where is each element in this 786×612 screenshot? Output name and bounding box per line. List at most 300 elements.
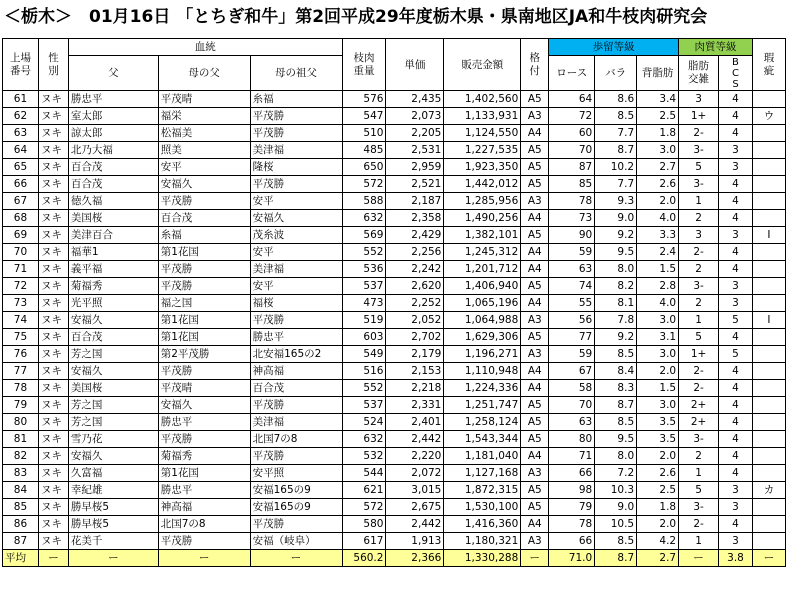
table-cell: 糸福 xyxy=(158,227,250,244)
table-cell: 安福（岐阜） xyxy=(250,533,342,550)
table-cell: 5 xyxy=(679,159,719,176)
table-cell: 65 xyxy=(3,159,39,176)
table-cell: 2+ xyxy=(679,397,719,414)
table-cell: 79 xyxy=(3,397,39,414)
table-cell: 572 xyxy=(342,499,386,516)
table-cell xyxy=(752,363,785,380)
table-cell: 7.2 xyxy=(595,465,637,482)
table-cell: 10.5 xyxy=(595,516,637,533)
table-cell: 安平 xyxy=(250,193,342,210)
table-cell: 73 xyxy=(3,295,39,312)
header-sex: 性 別 xyxy=(38,39,68,91)
table-cell: 平茂勝 xyxy=(158,533,250,550)
table-cell: 百合茂 xyxy=(68,159,158,176)
table-cell: 第1花国 xyxy=(158,312,250,329)
table-cell: 4 xyxy=(719,414,753,431)
table-cell: 552 xyxy=(342,380,386,397)
table-cell: 98 xyxy=(549,482,595,499)
table-cell: 1,110,948 xyxy=(444,363,521,380)
table-cell: 85 xyxy=(3,499,39,516)
table-cell: 4 xyxy=(719,448,753,465)
table-cell: 2,401 xyxy=(386,414,444,431)
table-cell: 平茂勝 xyxy=(158,363,250,380)
table-cell: 84 xyxy=(3,482,39,499)
table-cell: 3.5 xyxy=(637,431,679,448)
table-cell: 3- xyxy=(679,278,719,295)
table-cell: 580 xyxy=(342,516,386,533)
table-cell: A5 xyxy=(521,397,549,414)
table-cell: 徳久福 xyxy=(68,193,158,210)
table-cell: 8.5 xyxy=(595,108,637,125)
table-cell: 2,521 xyxy=(386,176,444,193)
average-cell: ー xyxy=(250,550,342,567)
table-cell: 百合茂 xyxy=(68,176,158,193)
table-cell: 4 xyxy=(719,125,753,142)
table-cell: 78 xyxy=(3,380,39,397)
table-cell: 1,180,321 xyxy=(444,533,521,550)
table-cell: 勝早桜5 xyxy=(68,516,158,533)
table-cell: 64 xyxy=(549,91,595,108)
average-cell: ー xyxy=(679,550,719,567)
average-cell: 2.7 xyxy=(637,550,679,567)
table-cell: ヌキ xyxy=(38,346,68,363)
table-cell: 2 xyxy=(679,210,719,227)
table-cell: 8.0 xyxy=(595,448,637,465)
average-cell: 8.7 xyxy=(595,550,637,567)
table-cell: 473 xyxy=(342,295,386,312)
table-cell: 照美 xyxy=(158,142,250,159)
table-cell: 71 xyxy=(549,448,595,465)
table-cell xyxy=(752,414,785,431)
table-row xyxy=(3,312,786,329)
table-cell: 576 xyxy=(342,91,386,108)
average-row xyxy=(3,550,786,567)
table-cell: 3- xyxy=(679,499,719,516)
table-cell: 73 xyxy=(549,210,595,227)
table-cell: 66 xyxy=(549,533,595,550)
table-cell: 1,258,124 xyxy=(444,414,521,431)
table-cell: 90 xyxy=(549,227,595,244)
table-cell: 1,543,344 xyxy=(444,431,521,448)
table-cell: 安福久 xyxy=(68,312,158,329)
table-cell: 4 xyxy=(719,397,753,414)
table-cell: 3 xyxy=(719,533,753,550)
table-cell: 3 xyxy=(679,227,719,244)
table-cell: 632 xyxy=(342,210,386,227)
average-cell: ー xyxy=(521,550,549,567)
table-cell: 9.5 xyxy=(595,431,637,448)
table-cell: 義平福 xyxy=(68,261,158,278)
table-cell: 4 xyxy=(719,465,753,482)
table-cell xyxy=(752,397,785,414)
table-row xyxy=(3,295,786,312)
table-cell: 588 xyxy=(342,193,386,210)
header-maternal-grandfather: 母の父 xyxy=(158,56,250,91)
table-cell: A5 xyxy=(521,499,549,516)
table-cell: 安平 xyxy=(158,159,250,176)
table-cell: 4.2 xyxy=(637,533,679,550)
table-cell: 1.5 xyxy=(637,261,679,278)
table-cell: A3 xyxy=(521,533,549,550)
average-cell: 2,366 xyxy=(386,550,444,567)
table-cell: 4 xyxy=(719,176,753,193)
table-cell: 勝忠平 xyxy=(158,482,250,499)
table-cell: 1,196,271 xyxy=(444,346,521,363)
table-cell: 平茂晴 xyxy=(158,380,250,397)
table-cell: 平茂勝 xyxy=(158,193,250,210)
average-cell: ー xyxy=(38,550,68,567)
table-cell: 1 xyxy=(679,465,719,482)
table-cell: 4 xyxy=(719,516,753,533)
table-cell: 8.7 xyxy=(595,397,637,414)
table-row xyxy=(3,516,786,533)
table-cell: 2,620 xyxy=(386,278,444,295)
table-cell: 4 xyxy=(719,193,753,210)
table-cell: 美国桜 xyxy=(68,380,158,397)
table-cell: 3- xyxy=(679,431,719,448)
table-cell: 百合茂 xyxy=(158,210,250,227)
table-cell: ヌキ xyxy=(38,533,68,550)
table-cell: 3 xyxy=(719,499,753,516)
table-cell: ヌキ xyxy=(38,159,68,176)
table-cell: 3.1 xyxy=(637,329,679,346)
table-cell: 2,072 xyxy=(386,465,444,482)
table-cell: 光平照 xyxy=(68,295,158,312)
table-cell xyxy=(752,329,785,346)
table-cell: 8.5 xyxy=(595,533,637,550)
table-cell: 2,052 xyxy=(386,312,444,329)
table-cell: 4 xyxy=(719,431,753,448)
table-cell: 1,530,100 xyxy=(444,499,521,516)
table-cell: 百合茂 xyxy=(250,380,342,397)
table-cell: 74 xyxy=(3,312,39,329)
table-cell: 安福165の9 xyxy=(250,482,342,499)
table-cell: 82 xyxy=(3,448,39,465)
table-cell: 59 xyxy=(549,346,595,363)
table-cell: 菊福秀 xyxy=(68,278,158,295)
table-cell: 平茂勝 xyxy=(158,261,250,278)
table-row xyxy=(3,261,786,278)
table-cell: ヌキ xyxy=(38,108,68,125)
table-cell: 70 xyxy=(3,244,39,261)
table-cell: 58 xyxy=(549,380,595,397)
table-cell: 5 xyxy=(719,312,753,329)
header-lineage: 血統 xyxy=(68,39,342,56)
table-cell: A5 xyxy=(521,431,549,448)
table-cell: ヌキ xyxy=(38,448,68,465)
table-cell: 第1花国 xyxy=(158,329,250,346)
table-cell: A5 xyxy=(521,91,549,108)
table-cell: 3- xyxy=(679,176,719,193)
table-cell: 2,429 xyxy=(386,227,444,244)
table-cell: 平茂勝 xyxy=(250,176,342,193)
header-no: 上場 番号 xyxy=(3,39,39,91)
table-cell: 安福165の9 xyxy=(250,499,342,516)
table-cell: 4 xyxy=(719,261,753,278)
table-cell: ヌキ xyxy=(38,91,68,108)
table-cell: 2,187 xyxy=(386,193,444,210)
table-cell: 美津福 xyxy=(250,261,342,278)
table-cell: 8.0 xyxy=(595,261,637,278)
table-cell: 2- xyxy=(679,516,719,533)
table-cell: ヌキ xyxy=(38,414,68,431)
table-cell: ヌキ xyxy=(38,363,68,380)
table-row xyxy=(3,414,786,431)
table-cell xyxy=(752,125,785,142)
table-cell: 3 xyxy=(719,159,753,176)
table-cell: A4 xyxy=(521,516,549,533)
table-cell: 1 xyxy=(679,533,719,550)
table-cell: 1,127,168 xyxy=(444,465,521,482)
table-cell: 安平照 xyxy=(250,465,342,482)
table-cell: 77 xyxy=(3,363,39,380)
table-cell: A4 xyxy=(521,244,549,261)
table-cell: A3 xyxy=(521,312,549,329)
table-cell: A3 xyxy=(521,465,549,482)
table-cell: 74 xyxy=(549,278,595,295)
table-cell: 1,406,940 xyxy=(444,278,521,295)
carcass-results-table xyxy=(2,38,786,567)
table-cell: 平茂勝 xyxy=(158,278,250,295)
table-cell: 80 xyxy=(3,414,39,431)
table-cell: 1 xyxy=(679,312,719,329)
table-cell: 2,331 xyxy=(386,397,444,414)
table-cell: 1,133,931 xyxy=(444,108,521,125)
table-cell: ヌキ xyxy=(38,312,68,329)
table-cell: ヌキ xyxy=(38,193,68,210)
table-cell: 1,490,256 xyxy=(444,210,521,227)
table-cell: 536 xyxy=(342,261,386,278)
table-cell: 3 xyxy=(719,142,753,159)
table-cell: 安福久 xyxy=(158,176,250,193)
table-cell xyxy=(752,210,785,227)
average-cell: ー xyxy=(158,550,250,567)
table-cell: 糸福 xyxy=(250,91,342,108)
table-cell: 2,256 xyxy=(386,244,444,261)
header-marbling: 脂肪 交雑 xyxy=(679,56,719,91)
table-cell: 勝忠平 xyxy=(250,329,342,346)
table-cell: 7.7 xyxy=(595,125,637,142)
table-cell: 2- xyxy=(679,380,719,397)
table-row xyxy=(3,176,786,193)
table-cell: ヌキ xyxy=(38,176,68,193)
table-cell: 2,435 xyxy=(386,91,444,108)
table-cell: 3 xyxy=(719,278,753,295)
table-cell: 544 xyxy=(342,465,386,482)
header-unit-price: 単価 xyxy=(386,39,444,91)
table-cell: A3 xyxy=(521,346,549,363)
table-cell: 9.5 xyxy=(595,244,637,261)
table-cell: 2.5 xyxy=(637,108,679,125)
table-row xyxy=(3,465,786,482)
table-cell: A5 xyxy=(521,329,549,346)
table-cell: ヌキ xyxy=(38,516,68,533)
table-cell: 北乃大福 xyxy=(68,142,158,159)
table-cell: 81 xyxy=(3,431,39,448)
average-cell: 71.0 xyxy=(549,550,595,567)
table-cell: 3.5 xyxy=(637,414,679,431)
table-cell: ヌキ xyxy=(38,125,68,142)
table-cell: 8.2 xyxy=(595,278,637,295)
table-cell: 1,913 xyxy=(386,533,444,550)
table-cell: 485 xyxy=(342,142,386,159)
table-row xyxy=(3,380,786,397)
table-cell: 北国7の8 xyxy=(250,431,342,448)
table-cell: A5 xyxy=(521,142,549,159)
table-cell: 平茂勝 xyxy=(250,108,342,125)
table-cell: 516 xyxy=(342,363,386,380)
table-cell: 北国7の8 xyxy=(158,516,250,533)
table-cell: 1,442,012 xyxy=(444,176,521,193)
header-grade: 格 付 xyxy=(521,39,549,91)
table-cell: 1.5 xyxy=(637,380,679,397)
table-cell: 3,015 xyxy=(386,482,444,499)
table-cell: A5 xyxy=(521,482,549,499)
table-cell: ヌキ xyxy=(38,465,68,482)
table-row xyxy=(3,482,786,499)
table-cell: A5 xyxy=(521,159,549,176)
table-cell: 2- xyxy=(679,125,719,142)
table-cell: 510 xyxy=(342,125,386,142)
table-cell: 10.3 xyxy=(595,482,637,499)
table-row xyxy=(3,159,786,176)
table-cell: 花美千 xyxy=(68,533,158,550)
table-cell: 1,285,956 xyxy=(444,193,521,210)
table-cell: 61 xyxy=(3,91,39,108)
table-cell: 勝忠平 xyxy=(68,91,158,108)
header-defect: 瑕 疵 xyxy=(752,39,785,91)
table-cell: 美国桜 xyxy=(68,210,158,227)
table-cell: 1,124,550 xyxy=(444,125,521,142)
table-cell: ヌキ xyxy=(38,295,68,312)
table-cell: 2.4 xyxy=(637,244,679,261)
table-cell: 69 xyxy=(3,227,39,244)
table-cell: 1.8 xyxy=(637,125,679,142)
table-cell: 9.3 xyxy=(595,193,637,210)
table-cell: 2,218 xyxy=(386,380,444,397)
table-cell: 8.6 xyxy=(595,91,637,108)
table-cell: 77 xyxy=(549,329,595,346)
table-cell: 56 xyxy=(549,312,595,329)
average-cell: ー xyxy=(752,550,785,567)
table-cell: 平茂勝 xyxy=(250,125,342,142)
table-cell: 79 xyxy=(549,499,595,516)
header-maternal-great-grandfather: 母の祖父 xyxy=(250,56,342,91)
table-cell: 美津福 xyxy=(250,414,342,431)
table-cell: 70 xyxy=(549,397,595,414)
table-cell: 63 xyxy=(3,125,39,142)
table-cell: A4 xyxy=(521,210,549,227)
table-cell: ヌキ xyxy=(38,278,68,295)
table-cell: 安福久 xyxy=(68,363,158,380)
table-row xyxy=(3,329,786,346)
table-cell: カ xyxy=(752,482,785,499)
table-row xyxy=(3,499,786,516)
table-cell: 4 xyxy=(719,380,753,397)
table-cell: 勝忠平 xyxy=(158,414,250,431)
table-cell: 平茂勝 xyxy=(250,448,342,465)
table-row xyxy=(3,125,786,142)
table-cell xyxy=(752,380,785,397)
table-cell xyxy=(752,142,785,159)
table-cell: 3.0 xyxy=(637,142,679,159)
table-cell: A4 xyxy=(521,363,549,380)
table-cell: 2,675 xyxy=(386,499,444,516)
table-cell: 9.0 xyxy=(595,210,637,227)
average-cell: ー xyxy=(68,550,158,567)
table-cell: 524 xyxy=(342,414,386,431)
table-cell: ヌキ xyxy=(38,227,68,244)
table-cell: 62 xyxy=(3,108,39,125)
table-cell: 9.0 xyxy=(595,499,637,516)
table-cell: 2,179 xyxy=(386,346,444,363)
header-rib: バラ xyxy=(595,56,637,91)
table-cell: 久富福 xyxy=(68,465,158,482)
table-cell: 2,442 xyxy=(386,516,444,533)
table-row xyxy=(3,244,786,261)
average-cell: 3.8 xyxy=(719,550,753,567)
table-cell: 2 xyxy=(679,295,719,312)
table-cell: 3.0 xyxy=(637,312,679,329)
table-cell: 1,245,312 xyxy=(444,244,521,261)
table-cell: 3 xyxy=(719,482,753,499)
table-cell: 2.0 xyxy=(637,363,679,380)
table-cell: ヌキ xyxy=(38,142,68,159)
table-cell: 5 xyxy=(719,346,753,363)
table-cell: 4.0 xyxy=(637,210,679,227)
table-cell: 1,382,101 xyxy=(444,227,521,244)
average-cell: 560.2 xyxy=(342,550,386,567)
table-cell: 1+ xyxy=(679,108,719,125)
table-cell: 2,358 xyxy=(386,210,444,227)
table-cell: 2,153 xyxy=(386,363,444,380)
table-cell: 8.1 xyxy=(595,295,637,312)
table-cell: A5 xyxy=(521,176,549,193)
table-cell: 549 xyxy=(342,346,386,363)
table-cell: 安福久 xyxy=(250,210,342,227)
table-cell: 1,064,988 xyxy=(444,312,521,329)
table-cell: 572 xyxy=(342,176,386,193)
table-row xyxy=(3,448,786,465)
table-cell: 4 xyxy=(719,91,753,108)
table-cell: 4 xyxy=(719,363,753,380)
table-cell: A4 xyxy=(521,448,549,465)
table-cell: A3 xyxy=(521,108,549,125)
table-cell: 3- xyxy=(679,142,719,159)
table-cell: 9.2 xyxy=(595,227,637,244)
table-cell: 3.0 xyxy=(637,397,679,414)
table-cell: 76 xyxy=(3,346,39,363)
table-cell: 2,242 xyxy=(386,261,444,278)
table-cell: 9.2 xyxy=(595,329,637,346)
table-cell: 1,227,535 xyxy=(444,142,521,159)
table-cell: A4 xyxy=(521,295,549,312)
table-cell: ヌキ xyxy=(38,397,68,414)
table-cell: 537 xyxy=(342,397,386,414)
table-cell: A4 xyxy=(521,380,549,397)
table-cell: 632 xyxy=(342,431,386,448)
table-cell: 8.5 xyxy=(595,414,637,431)
table-cell: 芳之国 xyxy=(68,414,158,431)
table-cell: ヌキ xyxy=(38,380,68,397)
table-cell xyxy=(752,244,785,261)
table-cell: 537 xyxy=(342,278,386,295)
table-cell: ヌキ xyxy=(38,210,68,227)
table-row xyxy=(3,363,786,380)
table-cell: 第1花国 xyxy=(158,465,250,482)
table-cell: 諒太郎 xyxy=(68,125,158,142)
table-cell: 1,201,712 xyxy=(444,261,521,278)
